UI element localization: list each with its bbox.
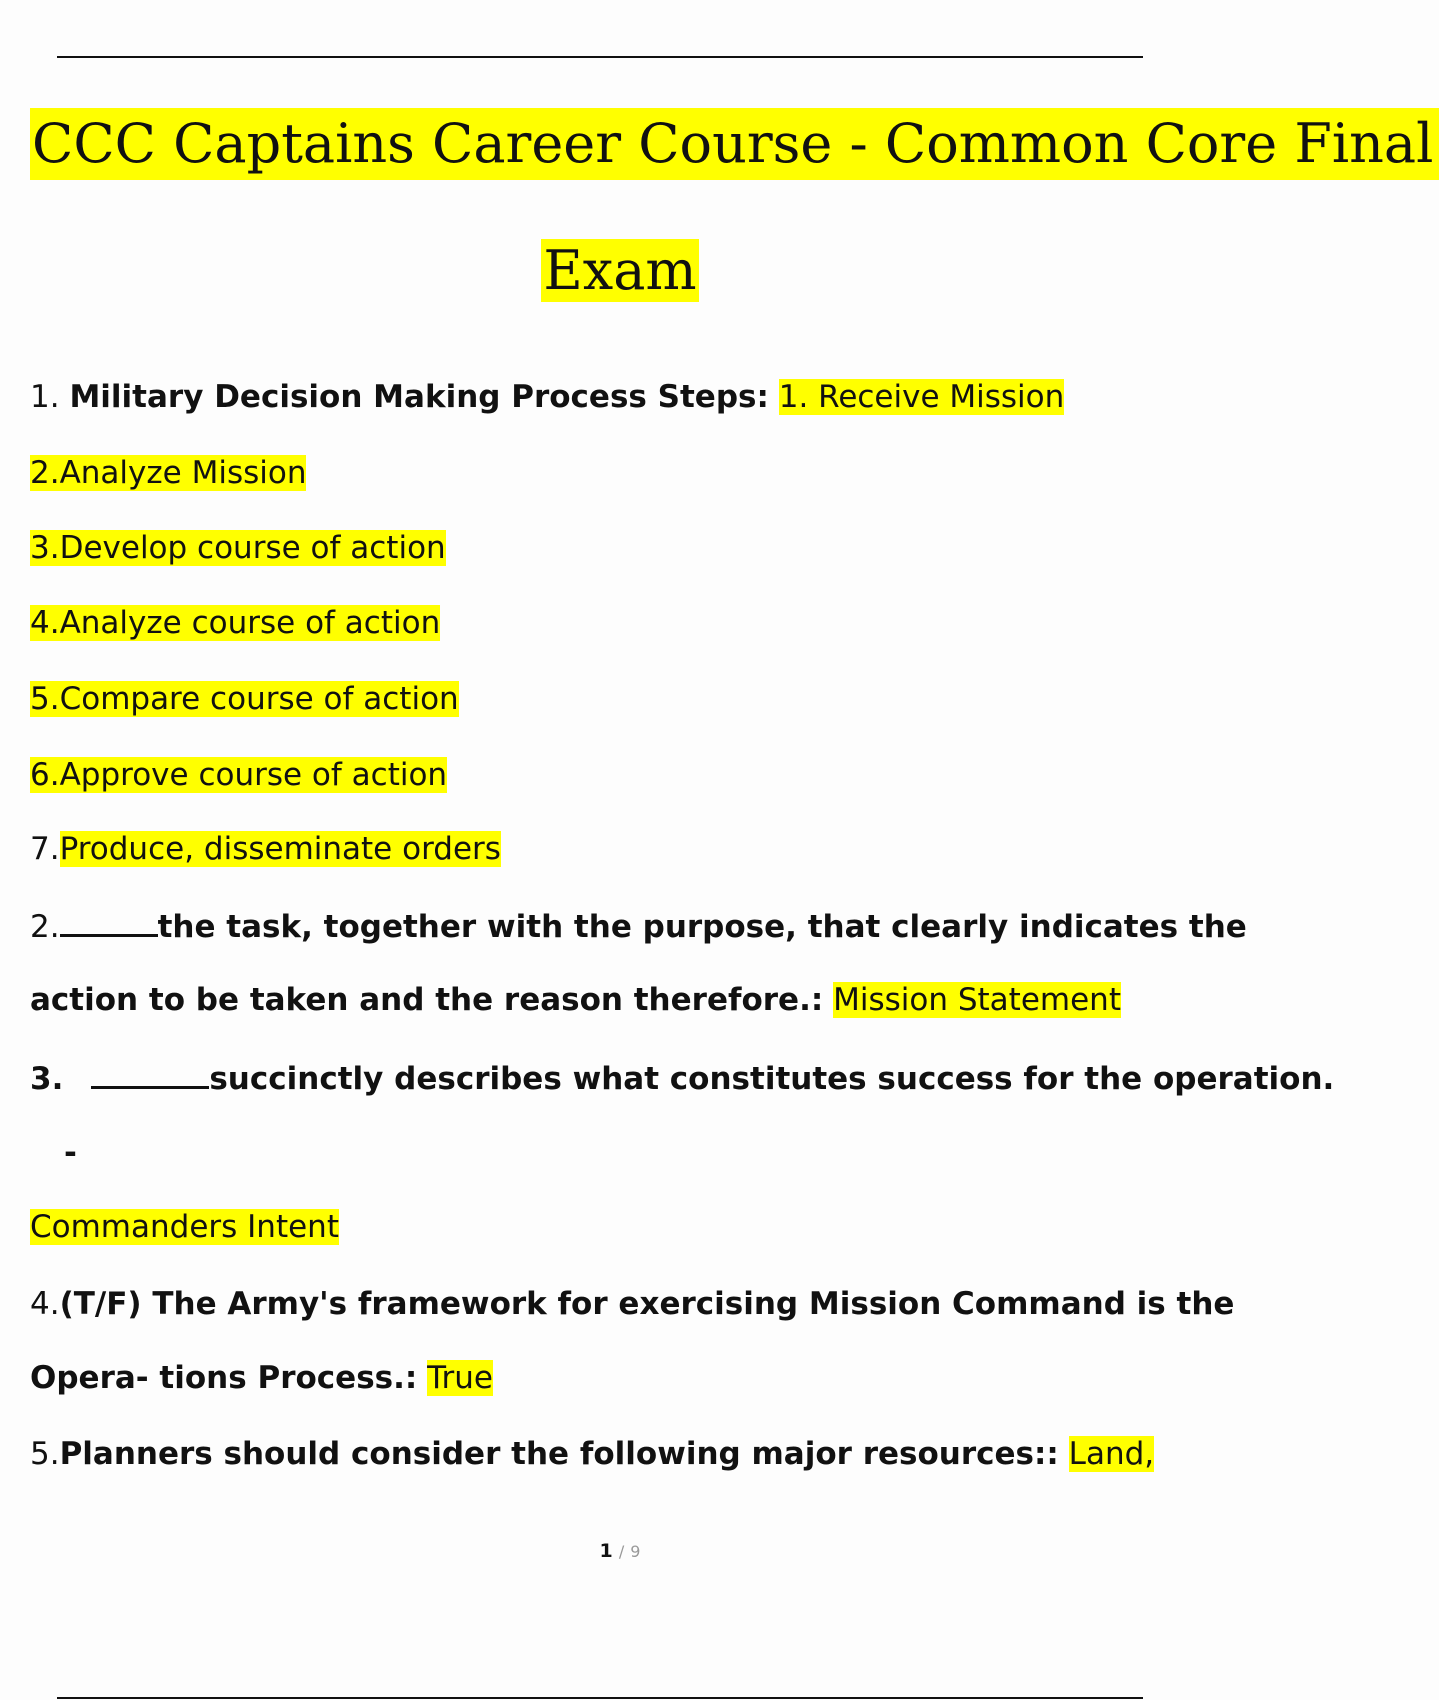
question-prompt: action to be taken and the reason therefore.: xyxy=(30,982,824,1018)
question-prompt: (T/F) The Army's framework for exercising Mission Command is the xyxy=(59,1286,1235,1322)
question-prompt: Military Decision Making Process Steps: xyxy=(69,379,769,415)
total-pages: 9 xyxy=(630,1542,641,1561)
step-text: Develop course of action xyxy=(59,530,446,566)
step-text: Compare course of action xyxy=(59,681,459,717)
question-2-continued xyxy=(30,980,1121,1020)
question-4 xyxy=(30,1284,1234,1324)
top-rule xyxy=(57,56,1143,58)
document-title-continued xyxy=(0,238,1240,304)
question-number: 2. xyxy=(30,909,60,945)
document-title-line2: Exam xyxy=(543,239,697,302)
step-text: Analyze Mission xyxy=(59,455,307,491)
question-answer: 1. Receive Mission xyxy=(778,379,1065,415)
question-number: 3. xyxy=(30,1061,64,1097)
step-number: 6. xyxy=(30,757,60,793)
question-1 xyxy=(30,377,1064,417)
document-title: CCC Captains Career Course - Common Core Final xyxy=(30,108,1439,180)
question-answer: Mission Statement xyxy=(833,982,1121,1018)
question-3 xyxy=(30,1058,1334,1099)
answer-step xyxy=(30,679,459,719)
question-prompt: Opera- tions Process.: xyxy=(30,1360,418,1396)
answer-step xyxy=(30,528,446,568)
step-text: Produce, disseminate orders xyxy=(59,831,501,867)
question-prompt: the task, together with the purpose, that clearly indicates the xyxy=(157,909,1247,945)
answer-step xyxy=(30,829,501,869)
question-4-continued xyxy=(30,1358,493,1398)
question-answer: Land, xyxy=(1068,1436,1155,1472)
question-prompt: Planners should consider the following major resources:: xyxy=(59,1436,1059,1472)
current-page: 1 xyxy=(599,1540,613,1562)
bottom-rule xyxy=(57,1697,1143,1699)
step-text: Approve course of action xyxy=(59,757,448,793)
question-2 xyxy=(30,906,1247,947)
dash-marker: - xyxy=(64,1135,77,1171)
fill-in-blank xyxy=(60,906,158,937)
question-5 xyxy=(30,1434,1154,1474)
fill-in-blank xyxy=(91,1058,209,1089)
step-number: 2. xyxy=(30,455,60,491)
step-number: 5. xyxy=(30,681,60,717)
page-indicator xyxy=(0,1540,1240,1562)
question-number: 1. xyxy=(30,379,60,415)
question-answer: Commanders Intent xyxy=(30,1209,339,1245)
page-separator: / xyxy=(618,1542,625,1561)
question-3-answer xyxy=(30,1207,339,1247)
step-number: 4. xyxy=(30,605,60,641)
answer-step xyxy=(30,603,440,643)
question-number: 4. xyxy=(30,1286,60,1322)
question-prompt: succinctly describes what constitutes success for the operation. xyxy=(209,1061,1335,1097)
question-answer: True xyxy=(427,1360,493,1396)
step-number: 7. xyxy=(30,831,60,867)
question-number: 5. xyxy=(30,1436,60,1472)
step-number: 3. xyxy=(30,530,60,566)
answer-step xyxy=(30,755,447,795)
step-text: Analyze course of action xyxy=(59,605,441,641)
answer-step xyxy=(30,453,306,493)
